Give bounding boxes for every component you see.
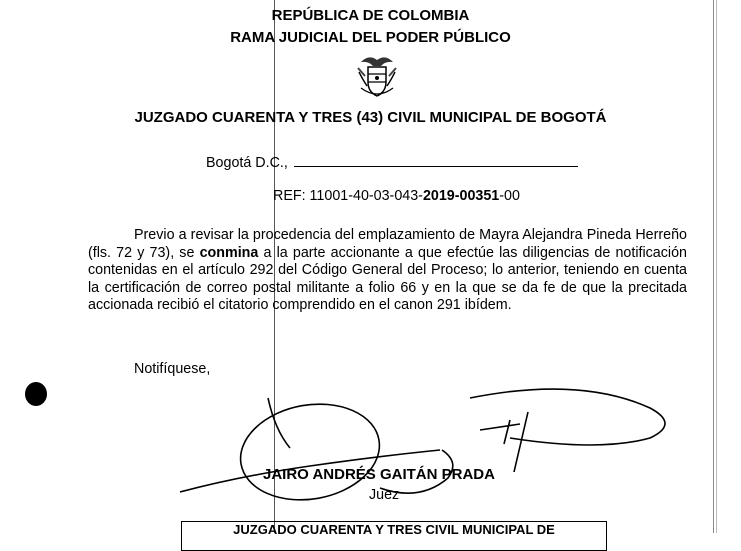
reference-suffix: -00	[499, 188, 520, 204]
body-text-a: Previo a revisar la procedencia del emplazamiento de Mayra Alejandra Pineda Herreño (fls. 72 y 73), se	[88, 227, 687, 261]
ink-dot	[25, 382, 47, 406]
right-edge-line-2	[716, 0, 717, 533]
place-label: Bogotá D.C.,	[206, 155, 288, 171]
reference-number: 2019-00351	[422, 188, 500, 204]
court-name: JUZGADO CUARENTA Y TRES (43) CIVIL MUNICIPAL DE BOGOTÁ	[134, 109, 607, 126]
place-date-line	[206, 152, 578, 171]
court-stamp	[181, 521, 607, 551]
header-republic: REPÚBLICA DE COLOMBIA	[271, 7, 470, 24]
right-edge-line	[713, 0, 714, 533]
reference-prefix: REF: 11001-40-03-043-	[273, 188, 423, 204]
stamp-text: JUZGADO CUARENTA Y TRES CIVIL MUNICIPAL DE	[233, 522, 555, 537]
body-text-b: a la parte accionante a que efectúe las diligencias de notificación contenidas en el artículo 292 del Código General del Proceso; lo anterior, teniendo en cuenta la certificación de correo postal militante a folio 66 y en la que se da fe de que la precitada accionada recibió el citatorio comprendido en el canon 291 ibídem.	[88, 244, 687, 313]
judge-name: JAIRO ANDRÉS GAITÁN PRADA	[263, 466, 495, 483]
signature-scribble	[180, 380, 680, 530]
reference-line	[273, 188, 520, 204]
header-rama-judicial: RAMA JUDICIAL DEL PODER PÚBLICO	[230, 29, 511, 46]
body-paragraph	[88, 227, 687, 315]
coat-of-arms-icon	[355, 52, 399, 100]
body-text-bold: conmina	[199, 244, 259, 261]
notify-text: Notifíquese,	[134, 361, 211, 377]
date-blank	[294, 152, 578, 167]
judge-role: Juez	[369, 487, 400, 503]
